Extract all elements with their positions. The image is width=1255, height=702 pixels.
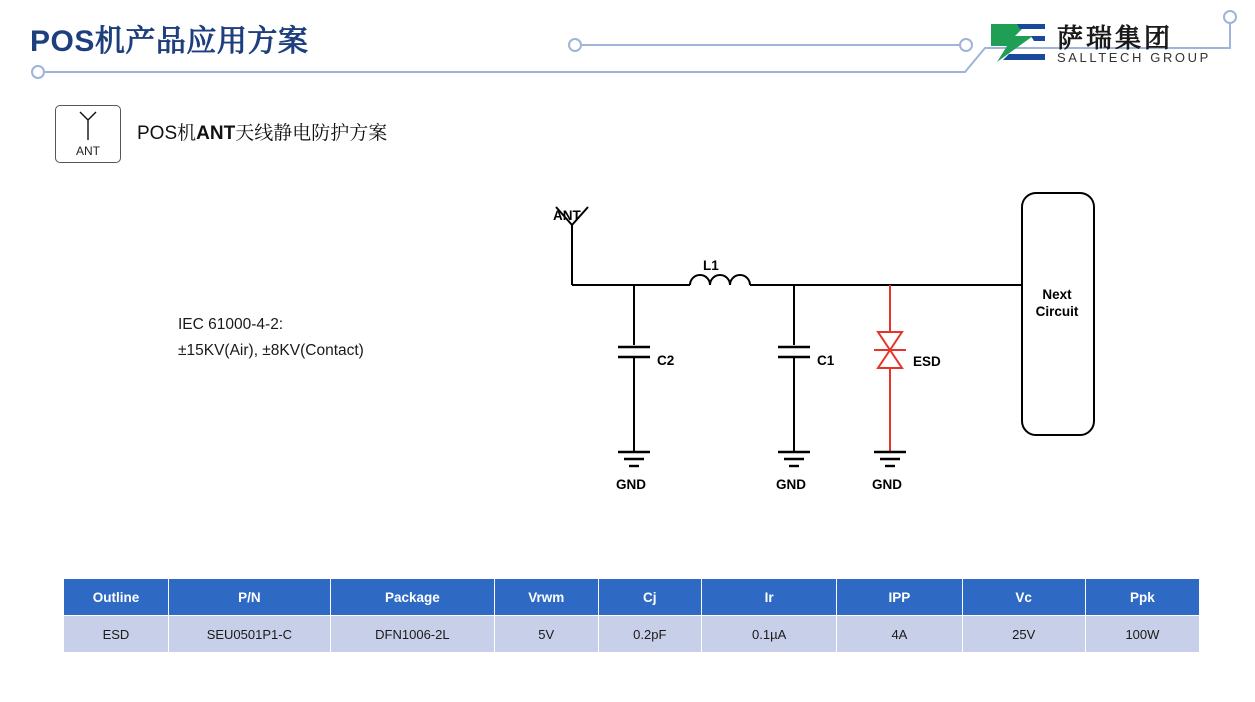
cell-ipp: 4A <box>837 616 962 653</box>
brand-logo <box>987 18 1227 70</box>
label-gnd-2: GND <box>776 477 806 492</box>
cell-vc: 25V <box>962 616 1085 653</box>
cell-ppk: 100W <box>1085 616 1199 653</box>
table-header-ppk: Ppk <box>1085 579 1199 616</box>
table-header-vrwm: Vrwm <box>494 579 598 616</box>
table-header-outline: Outline <box>64 579 169 616</box>
table-header-vc: Vc <box>962 579 1085 616</box>
cell-pn: SEU0501P1-C <box>168 616 330 653</box>
ant-badge <box>55 105 121 163</box>
antenna-icon <box>56 106 120 146</box>
table-header-cj: Cj <box>598 579 701 616</box>
iec-note <box>178 312 364 364</box>
section-title-prefix: POS机 <box>137 123 197 144</box>
inductor-symbol <box>690 275 750 285</box>
cell-outline: ESD <box>64 616 169 653</box>
label-esd: ESD <box>913 354 941 369</box>
table-header-ipp: IPP <box>837 579 962 616</box>
esd-diode-branch <box>874 285 906 466</box>
table-header-row <box>64 579 1200 616</box>
label-c2: C2 <box>657 353 675 368</box>
capacitor-c2-branch <box>618 285 650 467</box>
next-circuit-line2: Circuit <box>1035 304 1079 319</box>
iec-note-line2: ±15KV(Air), ±8KV(Contact) <box>178 342 364 359</box>
label-c1: C1 <box>817 353 835 368</box>
next-circuit-line1: Next <box>1042 287 1072 302</box>
section-title <box>137 118 387 145</box>
table-header-ir: Ir <box>702 579 837 616</box>
label-gnd-3: GND <box>872 477 902 492</box>
table-header-pn: P/N <box>168 579 330 616</box>
section-title-suffix: 天线静电防护方案 <box>235 123 388 144</box>
table-row <box>64 616 1200 653</box>
logo-mark-icon <box>987 20 1049 66</box>
label-gnd-1: GND <box>616 477 646 492</box>
logo-text-en: SALLTECH GROUP <box>1057 50 1211 65</box>
ant-badge-label: ANT <box>76 144 100 158</box>
circuit-diagram <box>500 180 1140 520</box>
iec-note-line1: IEC 61000-4-2: <box>178 316 284 333</box>
page-title: POS机产品应用方案 <box>30 25 309 58</box>
label-ant: ANT <box>553 208 581 223</box>
spec-table <box>63 578 1200 653</box>
cell-ir: 0.1µA <box>702 616 837 653</box>
cell-package: DFN1006-2L <box>330 616 494 653</box>
section-title-bold: ANT <box>196 123 236 144</box>
table-header-package: Package <box>330 579 494 616</box>
logo-text-cn: 萨瑞集团 <box>1057 23 1174 53</box>
cell-cj: 0.2pF <box>598 616 701 653</box>
capacitor-c1-branch <box>778 285 810 466</box>
label-next-circuit <box>1022 286 1092 320</box>
cell-vrwm: 5V <box>494 616 598 653</box>
label-l1: L1 <box>703 258 719 273</box>
